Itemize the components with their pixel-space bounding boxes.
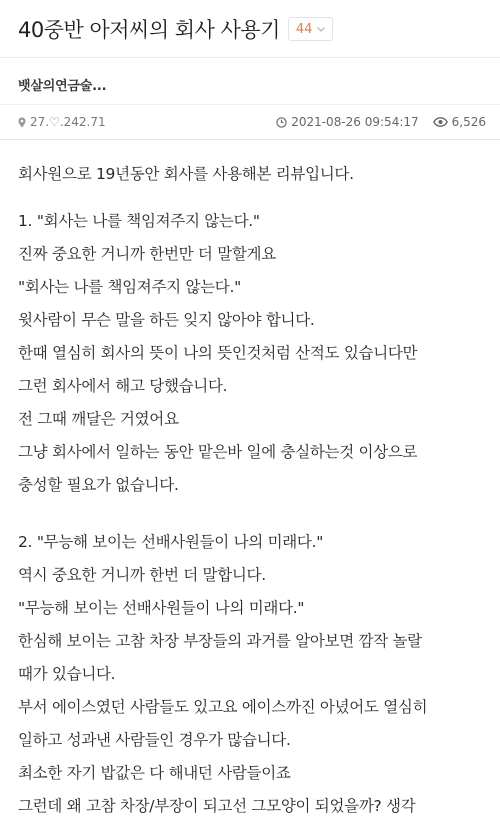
body-line: 그런 회사에서 해고 당했습니다. <box>18 377 228 395</box>
body-line: 2. "무능해 보이는 선배사원들이 나의 미래다." <box>18 533 324 551</box>
clock-icon <box>276 117 287 128</box>
body-line: 역시 중요한 거니까 한번 더 말합니다. <box>18 566 266 584</box>
body-line: 1. "회사는 나를 책임져주지 않는다." <box>18 212 260 230</box>
body-line: 전 그때 깨달은 거였어요 <box>18 410 179 428</box>
title-row <box>18 14 333 44</box>
intro-line: 회사원으로 19년동안 회사를 사용해본 리뷰입니다. <box>18 165 354 183</box>
body-line: 한심해 보이는 고참 차장 부장들의 과거를 알아보면 깜작 놀랄 <box>18 632 422 650</box>
body-line: 그냥 회사에서 일하는 동안 맡은바 일에 충실하는것 이상으로 <box>18 443 418 461</box>
body-line: 충성할 필요가 없습니다. <box>18 476 179 494</box>
post-meta-bar <box>0 104 500 140</box>
post-title: 40중반 아저씨의 회사 사용기 <box>18 18 280 42</box>
ip-info <box>18 115 106 129</box>
body-line: 진짜 중요한 거니까 한번만 더 말할게요 <box>18 245 276 263</box>
body-line: 그런데 왜 고참 차장/부장이 되고선 그모양이 되었을까? 생각 <box>18 797 416 815</box>
comment-count: 44 <box>295 21 313 37</box>
view-count: 6,526 <box>451 115 486 129</box>
author-name[interactable]: 뱃살의연금술... <box>18 79 107 94</box>
post-datetime: 2021-08-26 09:54:17 <box>291 115 419 129</box>
paragraph-spacer <box>18 502 488 526</box>
body-line: 부서 에이스였던 사람들도 있고요 에이스까진 아녔어도 열심히 <box>18 698 428 716</box>
chevron-down-icon <box>316 24 326 34</box>
post-body <box>18 158 488 816</box>
post-header <box>0 0 500 58</box>
body-line: 일하고 성과낸 사람들인 경우가 많습니다. <box>18 731 291 749</box>
body-line: 최소한 자기 밥값은 다 해내던 사람들이죠 <box>18 764 291 782</box>
location-pin-icon <box>18 117 26 128</box>
body-line: 윗사람이 무슨 말을 하든 잊지 않아야 합니다. <box>18 311 315 329</box>
comment-count-badge[interactable] <box>288 17 334 41</box>
eye-icon <box>433 117 448 127</box>
body-line: "무능해 보이는 선배사원들이 나의 미래다." <box>18 599 305 617</box>
ip-address: 27.♡.242.71 <box>30 115 106 129</box>
post-stats <box>276 115 486 129</box>
body-line: 한때 열심히 회사의 뜻이 나의 뜻인것처럼 산적도 있습니다만 <box>18 344 418 362</box>
body-line: 때가 있습니다. <box>18 665 116 683</box>
body-line: "회사는 나를 책임져주지 않는다." <box>18 278 241 296</box>
